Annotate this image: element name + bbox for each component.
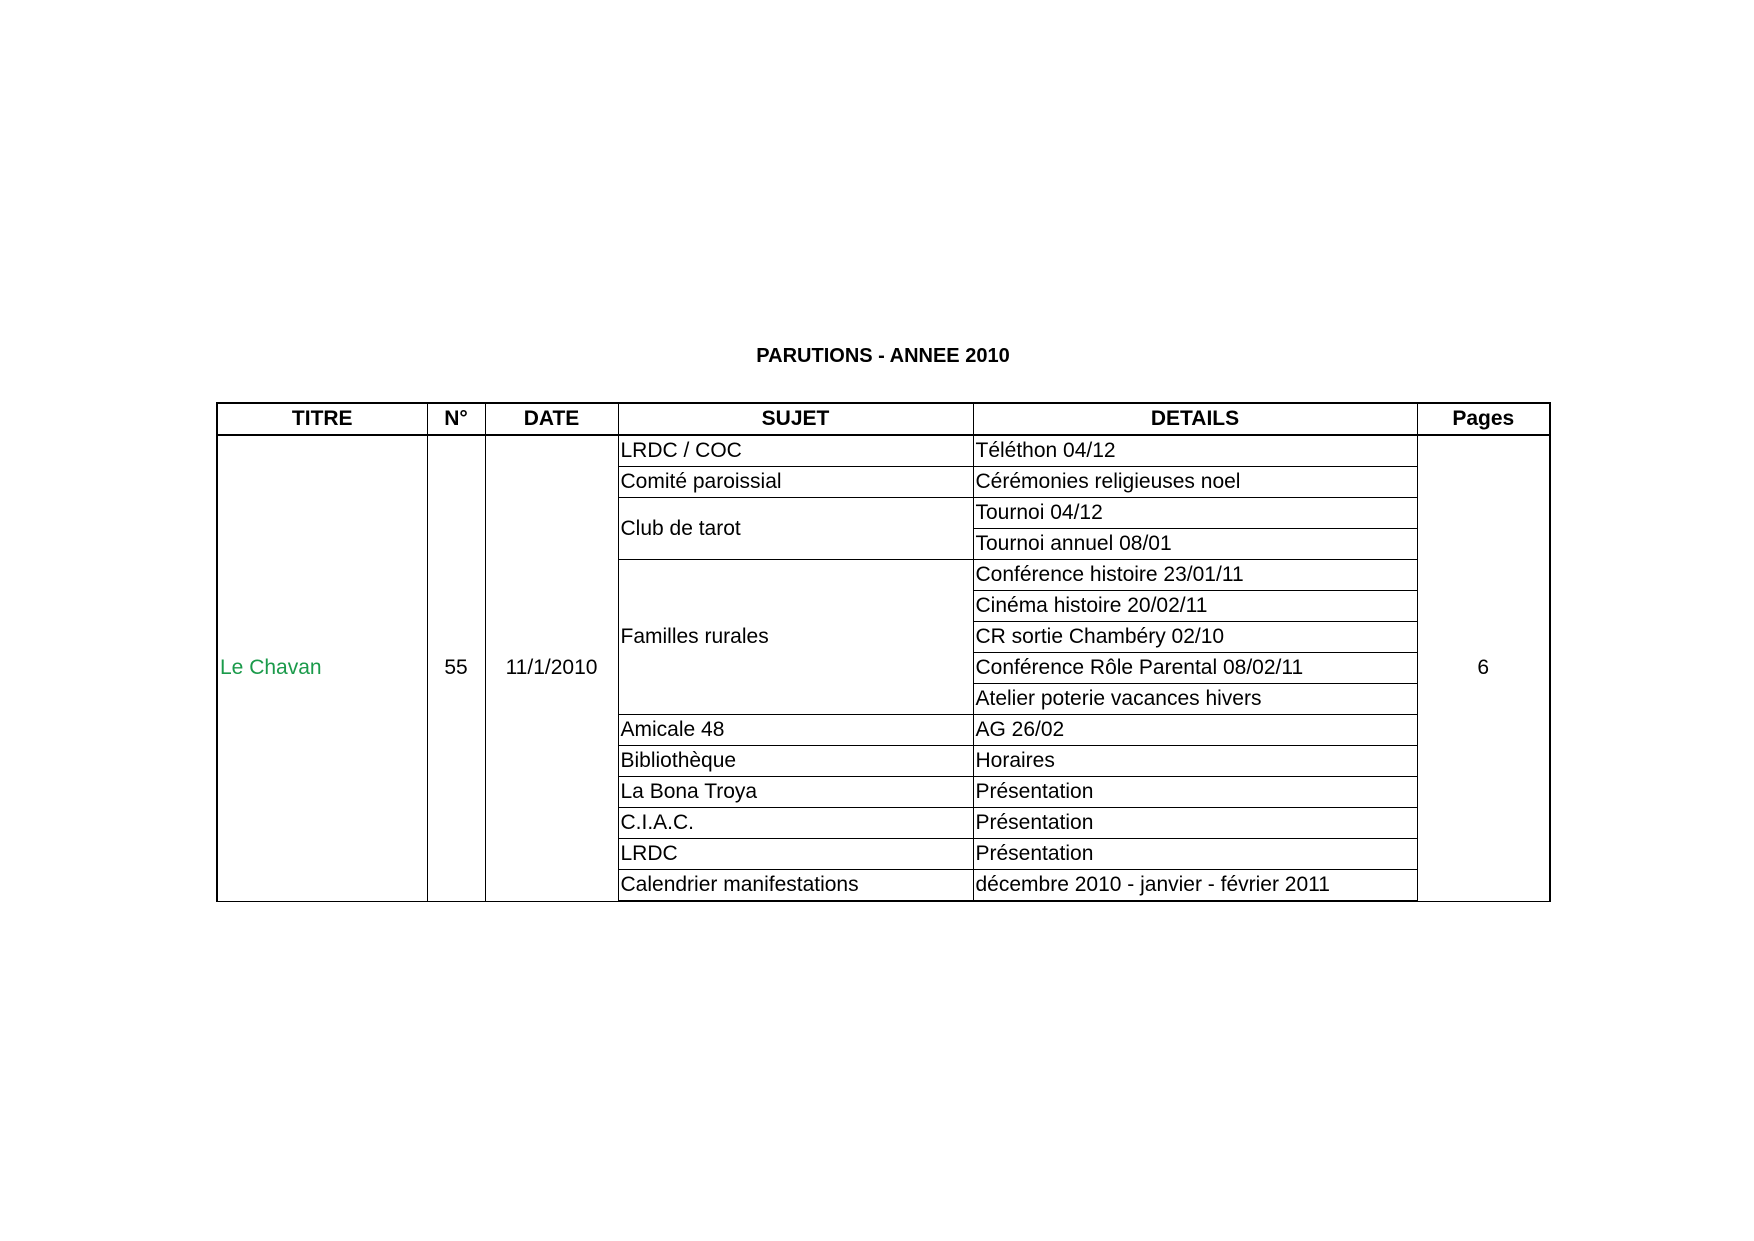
column-header-pages: Pages [1417,403,1550,435]
column-header-numero: N° [427,403,485,435]
column-header-sujet: SUJET [618,403,973,435]
details-cell: AG 26/02 [973,715,1417,746]
sujet-cell: Club de tarot [618,498,973,560]
details-cell: Cinéma histoire 20/02/11 [973,591,1417,622]
header-row [217,403,1550,435]
details-cell: Atelier poterie vacances hivers [973,684,1417,715]
sujet-cell: La Bona Troya [618,777,973,808]
table-body [217,435,1550,901]
sujet-cell: Calendrier manifestations [618,870,973,902]
date-cell: 11/1/2010 [485,435,618,901]
sujet-cell: Amicale 48 [618,715,973,746]
sujet-cell: Comité paroissial [618,467,973,498]
column-header-titre: TITRE [217,403,427,435]
details-cell: Présentation [973,777,1417,808]
details-cell: Horaires [973,746,1417,777]
sujet-cell: C.I.A.C. [618,808,973,839]
column-header-date: DATE [485,403,618,435]
details-cell: Tournoi 04/12 [973,498,1417,529]
details-cell: Tournoi annuel 08/01 [973,529,1417,560]
column-header-details: DETAILS [973,403,1417,435]
details-cell: Conférence histoire 23/01/11 [973,560,1417,591]
details-cell: Présentation [973,839,1417,870]
page-title: PARUTIONS - ANNEE 2010 [756,345,1010,367]
sujet-cell: LRDC / COC [618,435,973,467]
sujet-cell: LRDC [618,839,973,870]
sujet-cell: Familles rurales [618,560,973,715]
pages-cell: 6 [1417,435,1550,901]
titre-cell [217,435,427,901]
numero-cell: 55 [427,435,485,901]
details-cell: décembre 2010 - janvier - février 2011 [973,870,1417,902]
parutions-table [216,402,1551,902]
details-cell: Cérémonies religieuses noel [973,467,1417,498]
publication-title: Le Chavan [220,656,322,680]
details-cell: Présentation [973,808,1417,839]
details-cell: Téléthon 04/12 [973,435,1417,467]
details-cell: CR sortie Chambéry 02/10 [973,622,1417,653]
details-cell: Conférence Rôle Parental 08/02/11 [973,653,1417,684]
sujet-cell: Bibliothèque [618,746,973,777]
table-row [217,435,1550,467]
